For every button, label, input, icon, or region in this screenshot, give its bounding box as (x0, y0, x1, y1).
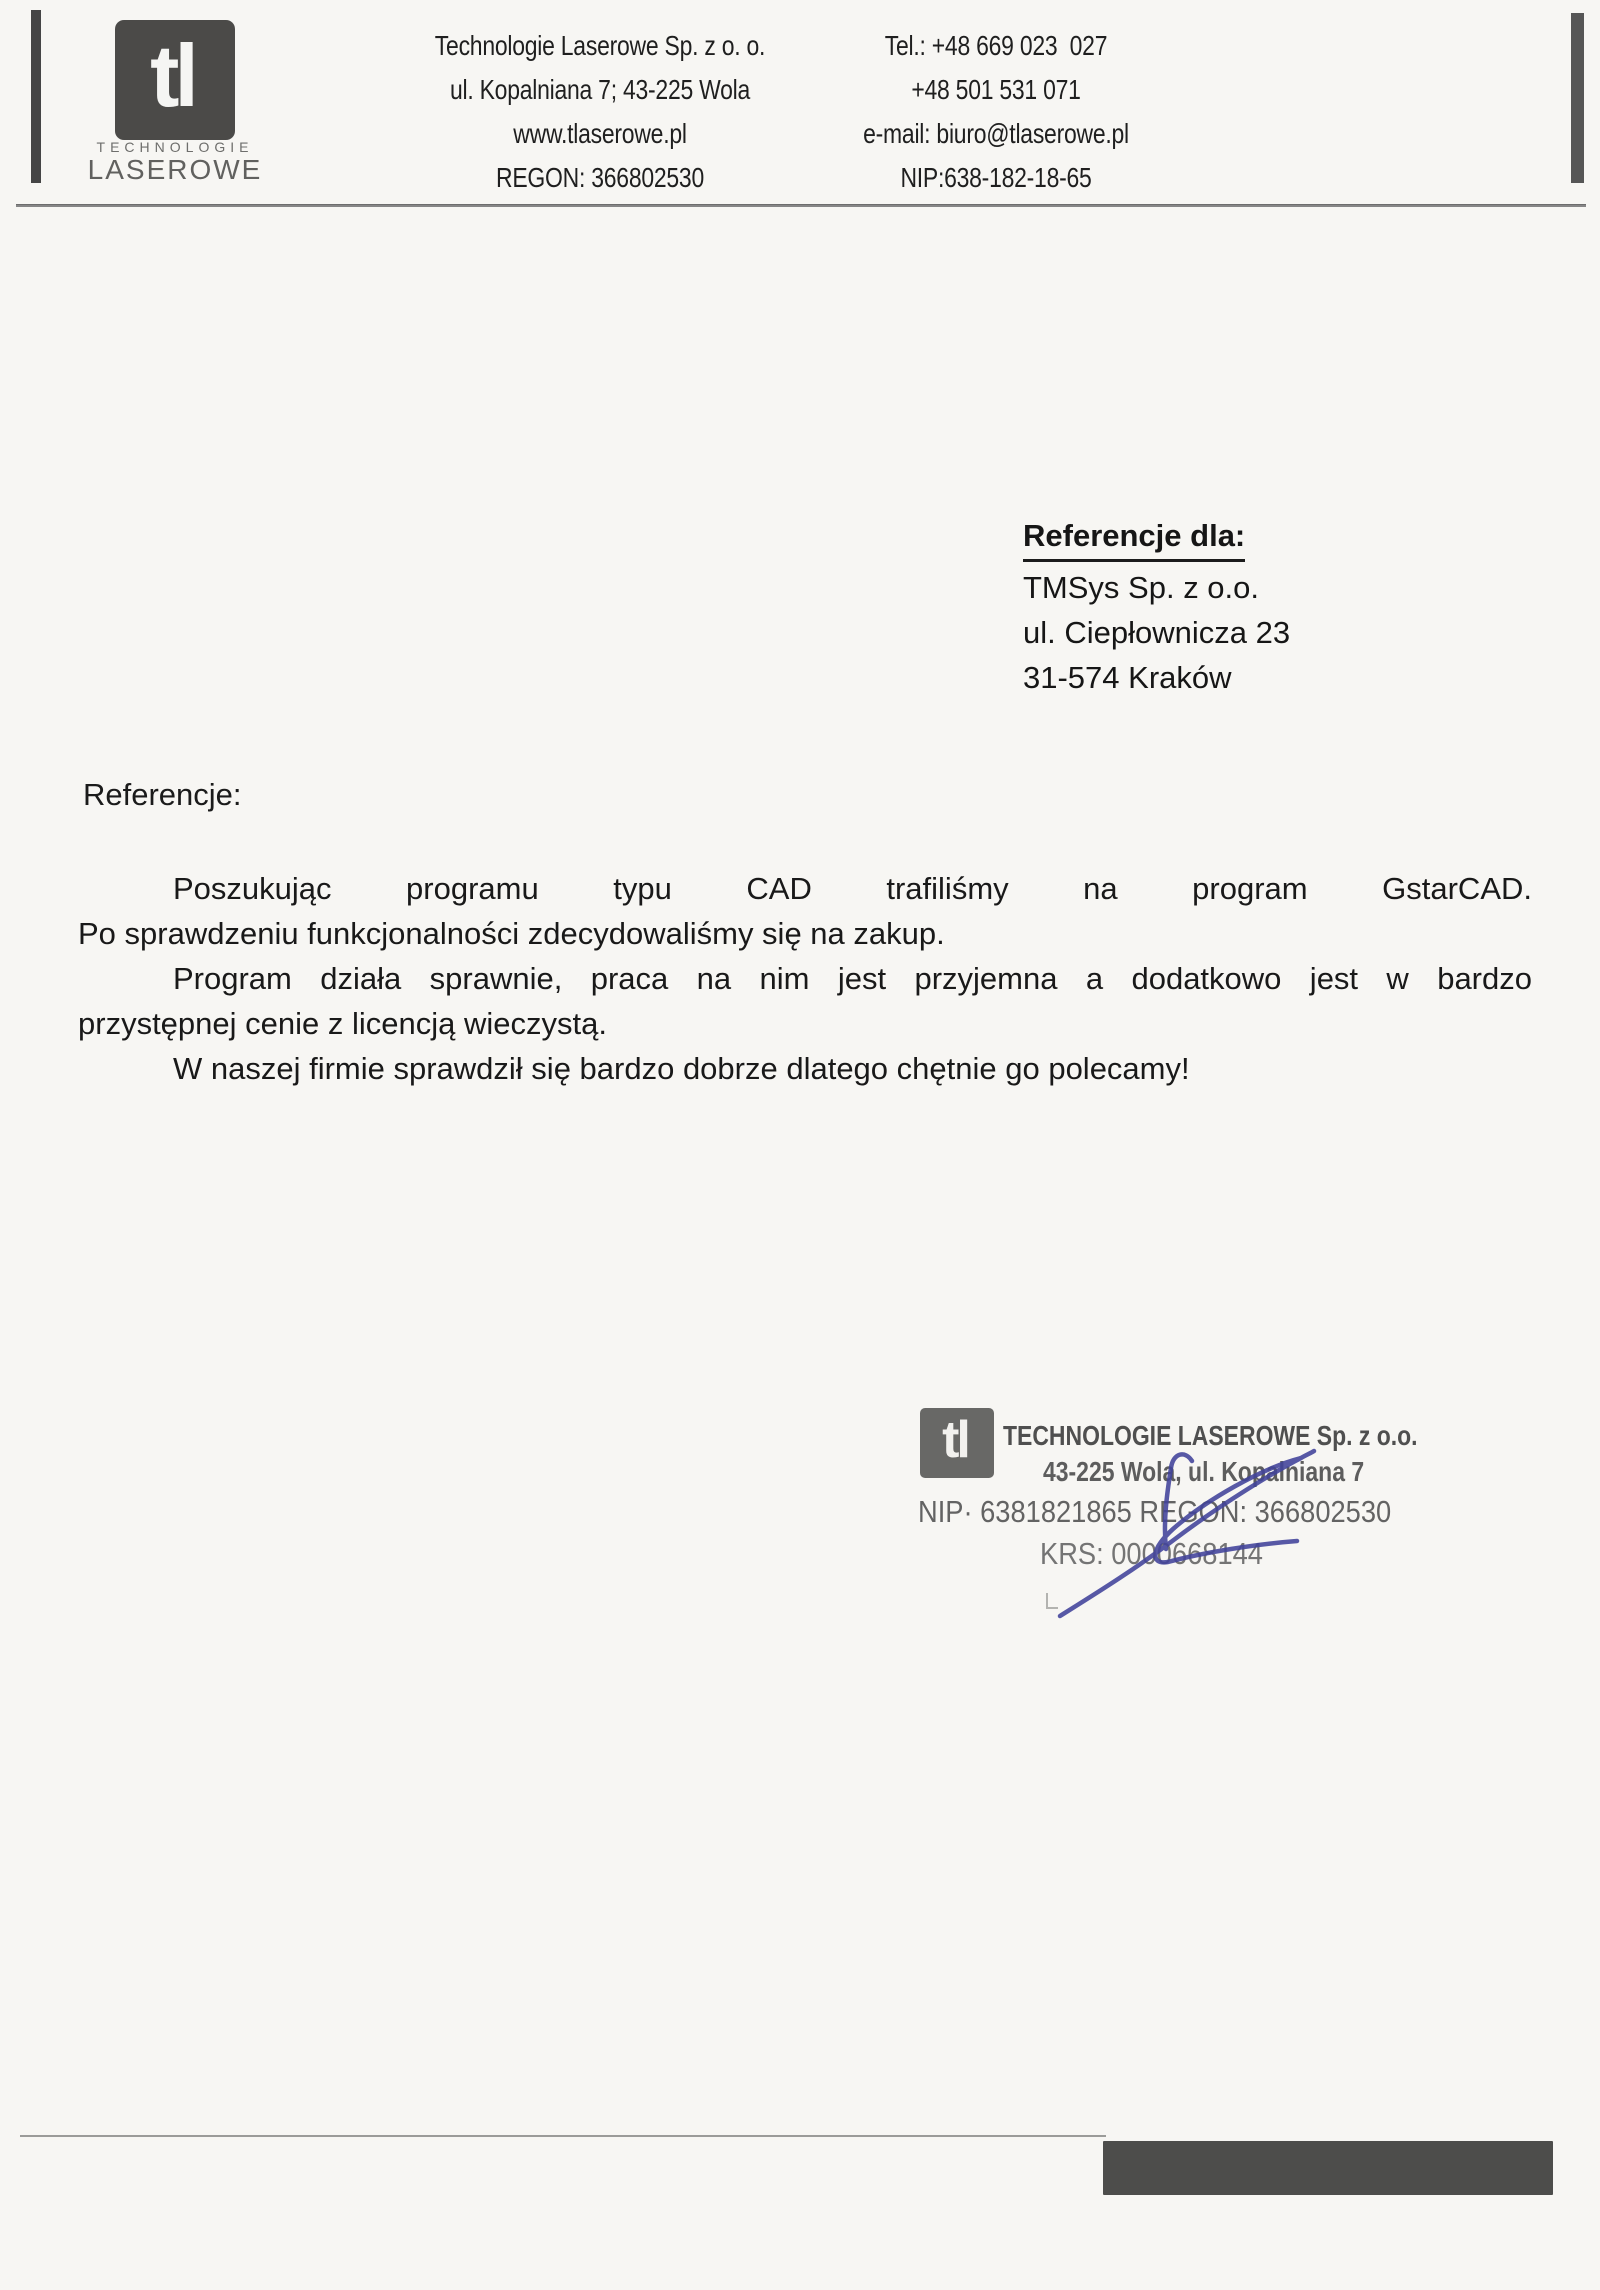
body-line-5: W naszej firmie sprawdził się bardzo dobrze dlatego chętnie go polecamy! (173, 1051, 1190, 1086)
recipient-heading: Referencje dla: (1023, 513, 1245, 562)
stamp-monogram: tl (942, 1411, 968, 1469)
recipient-city: 31-574 Kraków (1023, 660, 1232, 695)
logo-caption-laserowe: LASEROWE (87, 154, 263, 185)
scan-edge-bar-right (1571, 13, 1584, 183)
company-phone-2: +48 501 531 071 (911, 74, 1081, 105)
footer-redaction-bar (1103, 2141, 1553, 2195)
logo-caption-technologie: TECHNOLOGIE (96, 139, 254, 155)
company-contact-block (824, 24, 1168, 200)
recipient-street: ul. Ciepłownicza 23 (1023, 615, 1291, 650)
company-street: ul. Kopalniana 7; 43-225 Wola (449, 74, 751, 105)
tl-logo-monogram: tl (150, 26, 194, 125)
company-email: e-mail: biuro@tlaserowe.pl (863, 118, 1129, 149)
signature-main-stroke (1060, 1451, 1314, 1616)
company-website: www.tlaserowe.pl (513, 118, 687, 149)
company-nip: NIP:638-182-18-65 (900, 162, 1092, 193)
recipient-company: TMSys Sp. z o.o. (1023, 570, 1260, 605)
company-name: Technologie Laserowe Sp. z o. o. (434, 30, 766, 61)
stamp-address: 43-225 Wola, ul. Kopalniana 7 (1043, 1456, 1365, 1487)
recipient-block (1023, 513, 1290, 700)
stamp-company-name: TECHNOLOGIE LASEROWE Sp. z o.o. (1003, 1420, 1418, 1451)
body-line-2: Po sprawdzeniu funkcjonalności zdecydowaliśmy się na zakup. (78, 916, 945, 951)
body-line-4: przystępnej cenie z licencją wieczystą. (78, 1006, 607, 1041)
company-phone-1: Tel.: +48 669 023 027 (884, 30, 1108, 61)
scan-speck (1046, 1593, 1058, 1609)
scan-edge-bar-left (31, 10, 41, 183)
body-line-3: Program działa sprawnie, praca na nim jest przyjemna a dodatkowo jest w bardzo (173, 961, 1532, 996)
stamp-tl-logo-icon (920, 1408, 994, 1478)
company-address-block (428, 24, 772, 200)
company-regon: REGON: 366802530 (496, 162, 704, 193)
letter-subject: Referencje: (83, 777, 242, 812)
tl-logo-icon (115, 20, 235, 140)
stamp-nip-regon: NIP· 6381821865 REGON: 366802530 (918, 1494, 1392, 1529)
footer-divider (20, 2135, 1106, 2137)
header-divider (16, 204, 1586, 207)
body-line-1: Poszukując programu typu CAD trafiliśmy na program GstarCAD. (173, 871, 1532, 906)
letter-body (78, 866, 1532, 1091)
signature-loop-stroke (1155, 1458, 1301, 1562)
stamp-krs: KRS: 0000668144 (1040, 1536, 1263, 1571)
handwritten-signature (1020, 1430, 1400, 1650)
